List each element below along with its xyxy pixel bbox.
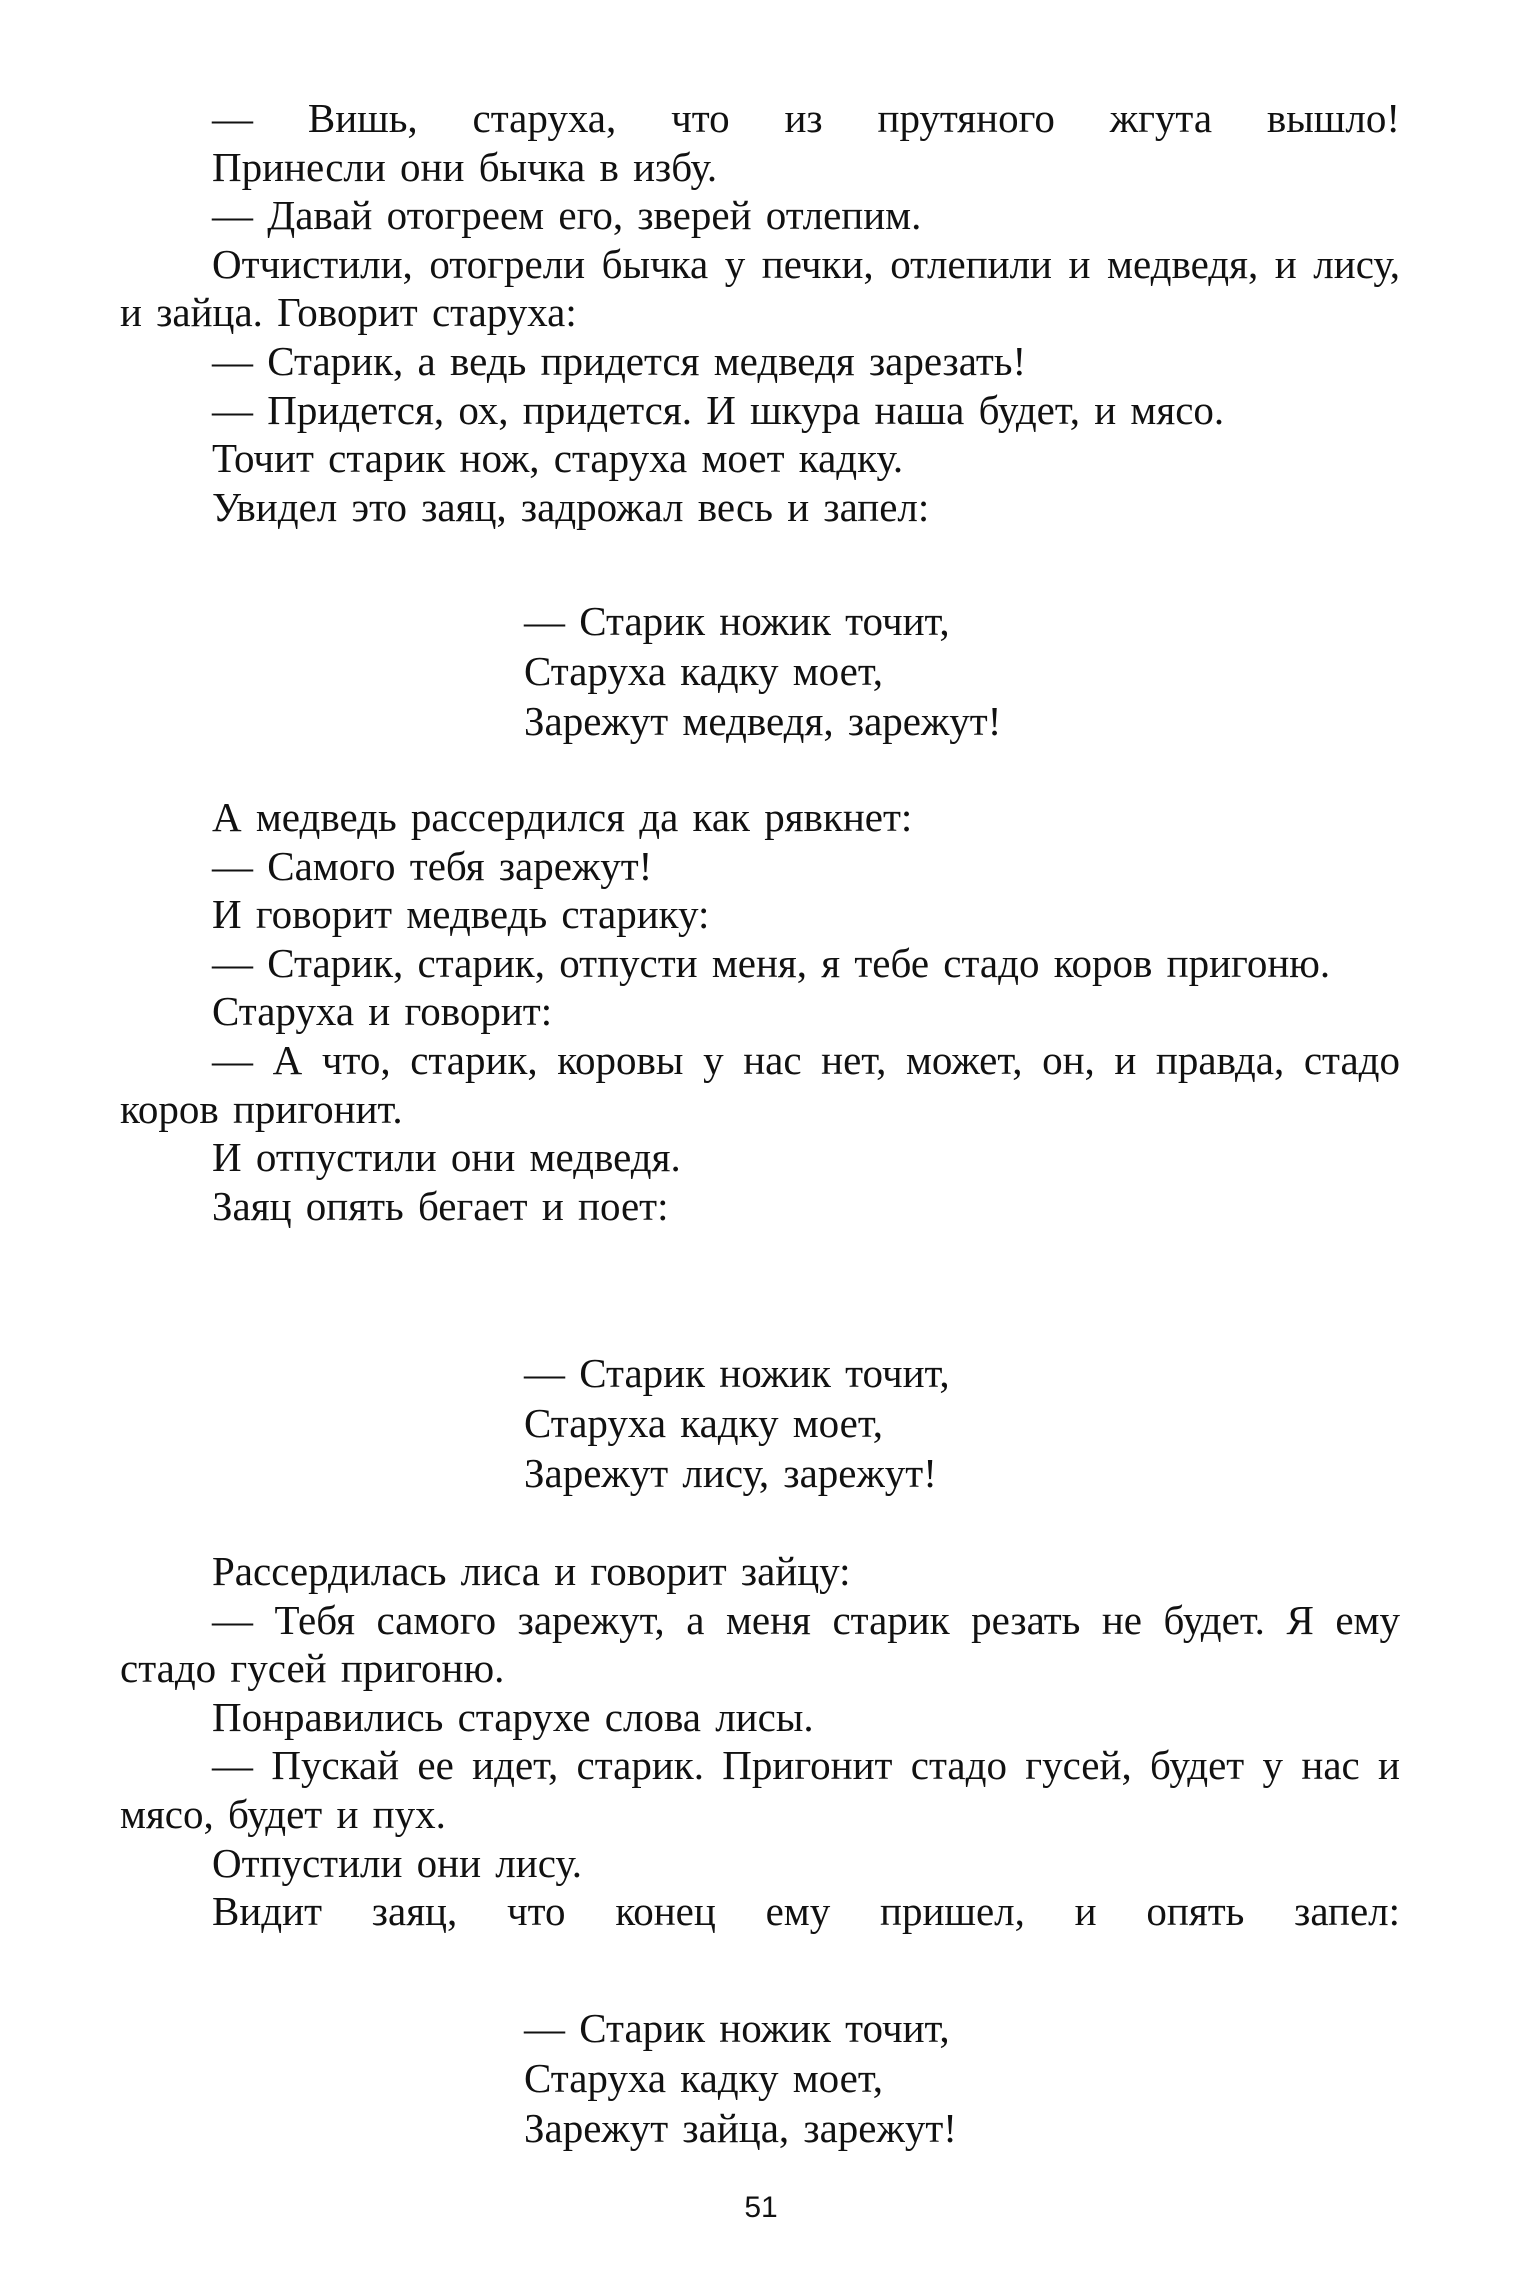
verse-line: Старуха кадку моет, <box>524 648 883 694</box>
song-verse-3 <box>524 2003 1284 2153</box>
paragraph: Принесли они бычка в избу. <box>212 143 718 190</box>
paragraph: Увидел это заяц, задрожал весь и запел: <box>212 483 930 530</box>
prose-block-1 <box>120 94 1400 531</box>
paragraph: Понравились старухе слова лисы. <box>212 1693 814 1740</box>
paragraph: А медведь рассердился да как рявкнет: <box>212 794 913 840</box>
verse-line: Зарежут лису, зарежут! <box>524 1450 937 1496</box>
verse-line: Старуха кадку моет, <box>524 2055 883 2101</box>
paragraph: — Тебя самого зарежут, а меня старик резать не будет. Я ему стадо гусей пригоню. <box>120 1596 1400 1692</box>
verse-line: Старуха кадку моет, <box>524 1400 883 1446</box>
prose-block-3 <box>120 1547 1400 1936</box>
paragraph: И говорит медведь старику: <box>212 891 710 938</box>
verse-line: Зарежут медведя, зарежут! <box>524 698 1002 744</box>
song-verse-1 <box>524 596 1284 746</box>
verse-line: — Старик ножик точит, <box>524 2005 950 2051</box>
paragraph: — Старик, а ведь придется медведя зарезать! <box>212 337 1027 384</box>
paragraph: Видит заяц, что конец ему пришел, и опять запел: <box>212 1888 1400 1935</box>
paragraph: Старуха и говорит: <box>212 988 553 1035</box>
paragraph: — Вишь, старуха, что из прутяного жгута вышло! <box>212 95 1400 141</box>
verse-line: Зарежут зайца, зарежут! <box>524 2105 957 2151</box>
verse-line: — Старик ножик точит, <box>524 598 950 644</box>
paragraph: Точит старик нож, старуха моет кадку. <box>212 435 904 482</box>
paragraph: И отпустили они медведя. <box>212 1134 681 1181</box>
paragraph: — Придется, ох, придется. И шкура наша будет, и мясо. <box>212 386 1225 433</box>
paragraph: — Старик, старик, отпусти меня, я тебе стадо коров пригоню. <box>212 939 1331 986</box>
verse-line: — Старик ножик точит, <box>524 1350 950 1396</box>
paragraph: Заяц опять бегает и поет: <box>212 1182 669 1229</box>
paragraph: — А что, старик, коровы у нас нет, может, он, и правда, стадо коров пригонит. <box>120 1036 1400 1132</box>
page-number: 51 <box>744 2191 778 2224</box>
paragraph: Отпустили они лису. <box>212 1839 583 1886</box>
paragraph: — Давай отогреем его, зверей отлепим. <box>212 192 922 239</box>
paragraph: Рассердилась лиса и говорит зайцу: <box>212 1548 851 1594</box>
paragraph: Отчистили, отогрели бычка у печки, отлепили и медведя, и лису, и зайца. Говорит старуха: <box>120 240 1400 336</box>
prose-block-2 <box>120 793 1400 1230</box>
paragraph: — Пускай ее идет, старик. Пригонит стадо гусей, будет у нас и мясо, будет и пух. <box>120 1742 1400 1837</box>
paragraph: — Самого тебя зарежут! <box>212 842 653 889</box>
song-verse-2 <box>524 1348 1284 1498</box>
